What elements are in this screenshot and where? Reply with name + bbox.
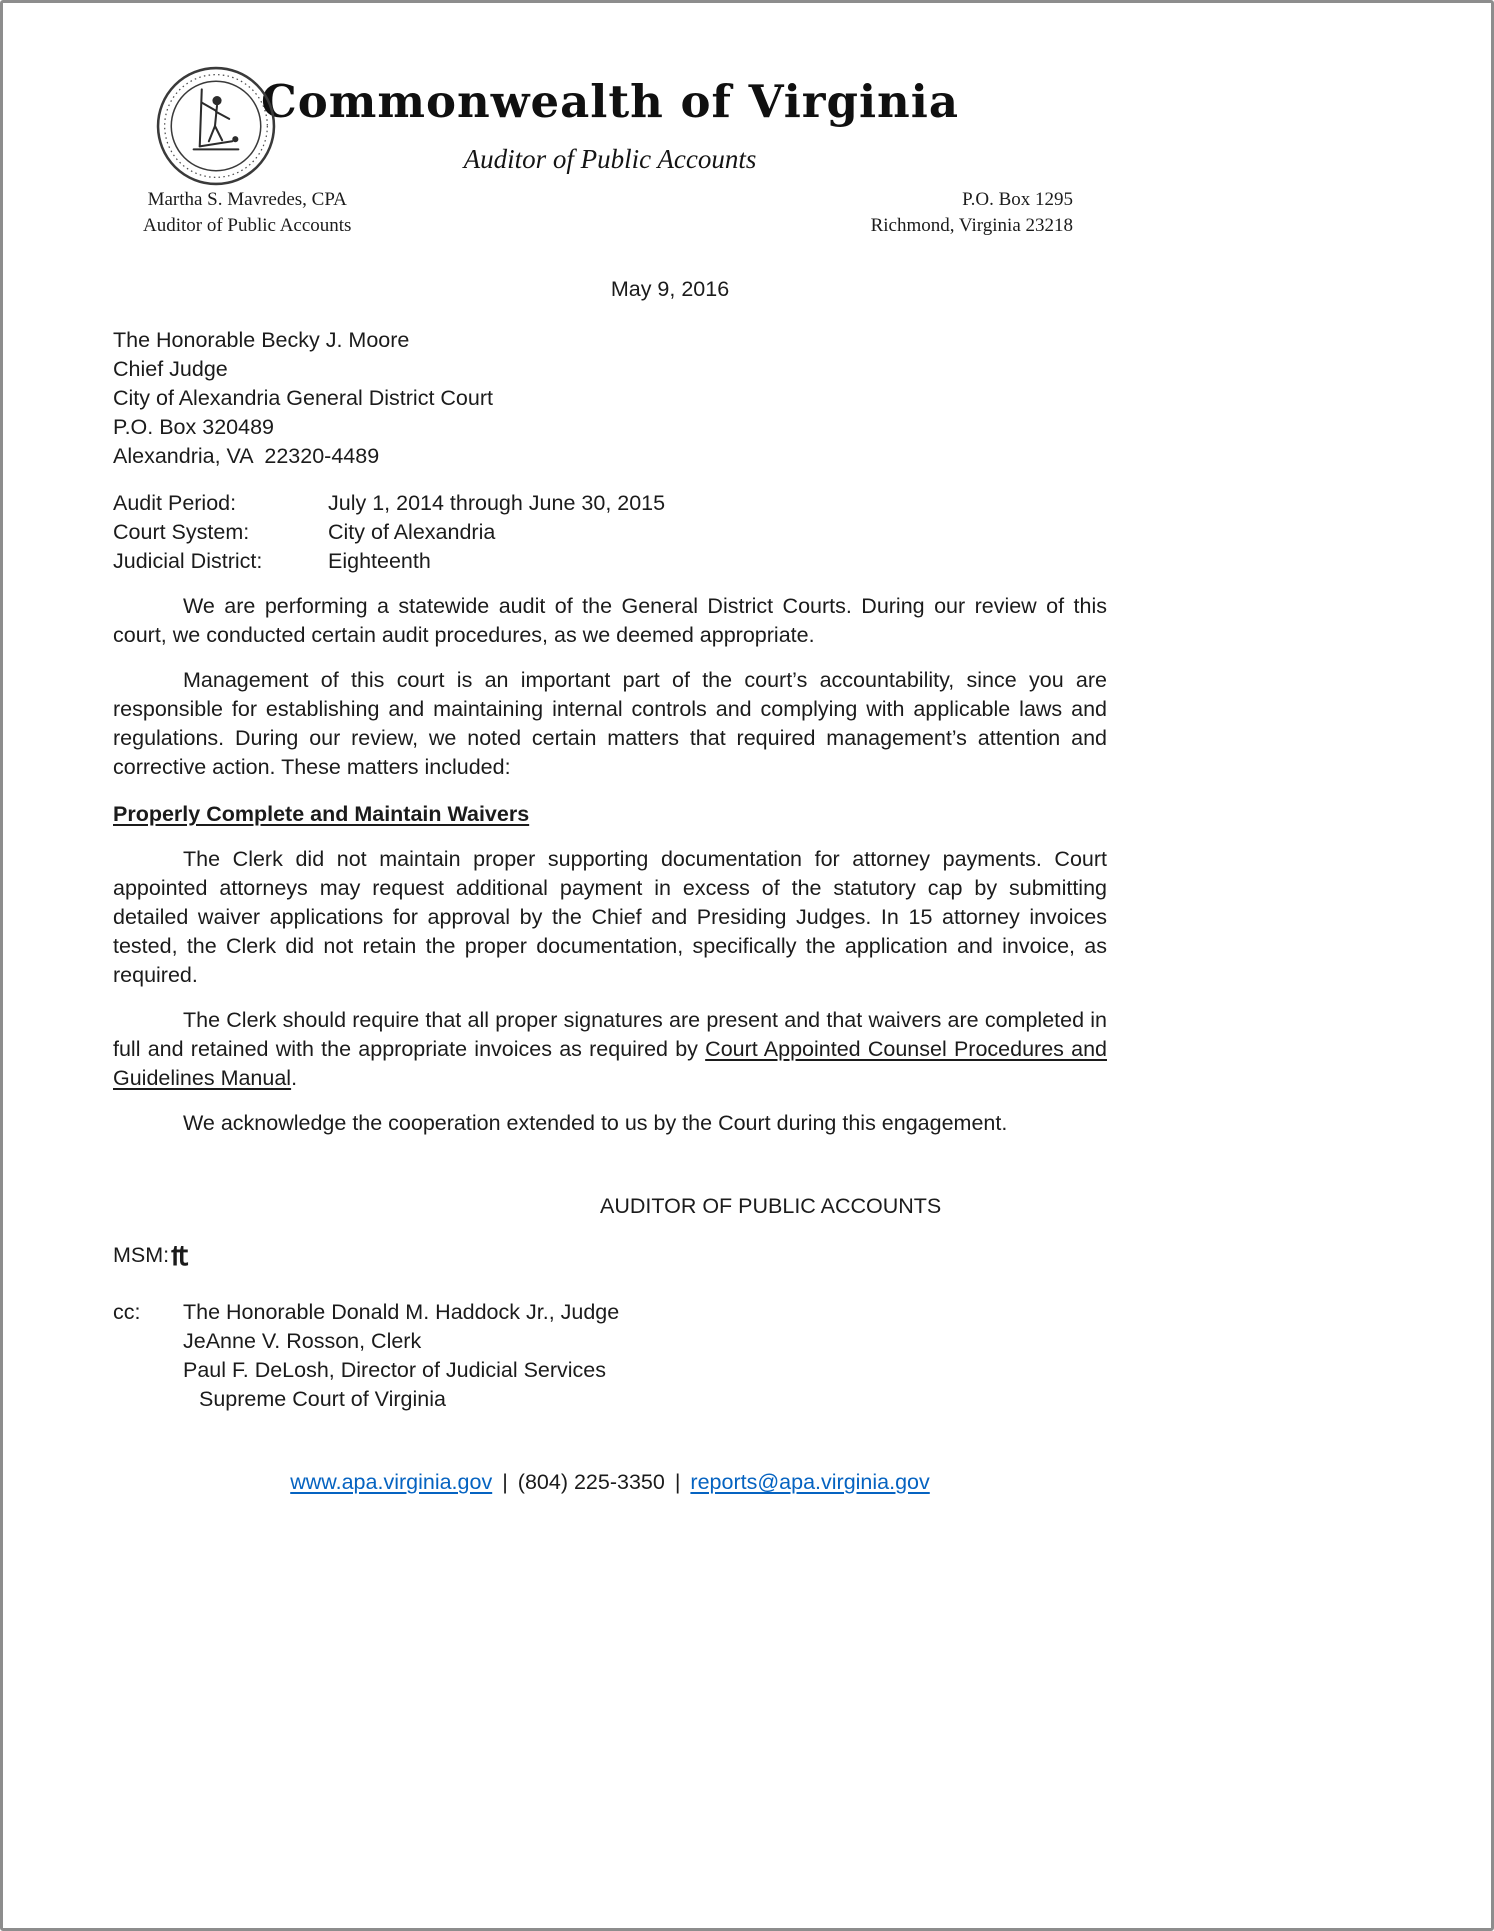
- court-system-row: [113, 518, 1107, 547]
- manual-reference: Court Appointed Counsel Procedures and Guidelines Manual: [113, 1037, 1107, 1090]
- footer-contact-line: [113, 1470, 1107, 1495]
- cc-name-judge: The Honorable Donald M. Haddock Jr., Judge: [183, 1300, 620, 1324]
- recipient-name: The Honorable Becky J. Moore: [113, 328, 410, 352]
- judicial-district-value: Eighteenth: [328, 549, 431, 573]
- cc-names-list: [183, 1298, 619, 1414]
- office-city-state-zip: Richmond, Virginia 23218: [870, 215, 1073, 236]
- letterhead-info-row: [113, 187, 1107, 239]
- official-title: Auditor of Public Accounts: [143, 215, 352, 236]
- phone-number: (804) 225-3350: [517, 1470, 665, 1494]
- cc-block: [113, 1298, 1107, 1414]
- recommendation-text: The Clerk should require that all proper signatures are present and that waivers are completed in full and retained with the appropriate invoices as required by: [113, 1008, 1107, 1061]
- org-title: Commonwealth of Virginia: [260, 75, 960, 128]
- cc-name-director: Paul F. DeLosh, Director of Judicial Services: [183, 1358, 607, 1382]
- footer-separator: |: [502, 1470, 508, 1494]
- signature-organization: AUDITOR OF PUBLIC ACCOUNTS: [600, 1194, 942, 1218]
- recipient-address-block: [113, 326, 1107, 471]
- judicial-district-row: [113, 547, 1107, 576]
- paragraph-acknowledgement: We acknowledge the cooperation extended to us by the Court during this engagement.: [183, 1111, 1008, 1135]
- paragraph-recommendation: [113, 1006, 1107, 1093]
- finding-heading: Properly Complete and Maintain Waivers: [113, 802, 530, 826]
- cc-name-supreme-court: Supreme Court of Virginia: [199, 1387, 446, 1411]
- email-link[interactable]: reports@apa.virginia.gov: [690, 1470, 930, 1494]
- audit-period-value: July 1, 2014 through June 30, 2015: [328, 491, 666, 515]
- typist-initials-mark: ₶: [171, 1239, 189, 1272]
- paragraph-management: Management of this court is an important part of the court’s accountability, since you are responsible for establishing and maintaining internal controls and complying with applicable laws and regulations. During our review, we noted certain matters that required management’s attention and corrective action. These matters included:: [113, 668, 1107, 779]
- auditor-signer-block: [143, 187, 351, 239]
- office-po-box: P.O. Box 1295: [962, 189, 1073, 210]
- recipient-court: City of Alexandria General District Court: [113, 386, 493, 410]
- cc-name-clerk: JeAnne V. Rosson, Clerk: [183, 1329, 422, 1353]
- recipient-city-state-zip: Alexandria, VA 22320-4489: [113, 444, 380, 468]
- paragraph-intro: We are performing a statewide audit of the General District Courts. During our review of this court, we conducted certain audit procedures, as we deemed appropriate.: [113, 594, 1107, 647]
- audit-info-block: [113, 489, 1107, 576]
- reference-initials-line: [113, 1241, 1107, 1270]
- cc-label: cc:: [113, 1300, 141, 1324]
- website-link[interactable]: www.apa.virginia.gov: [290, 1470, 493, 1494]
- initials-text: MSM:: [113, 1243, 170, 1267]
- court-system-value: City of Alexandria: [328, 520, 496, 544]
- paragraph-finding-detail: The Clerk did not maintain proper supporting documentation for attorney payments. Court appointed attorneys may request additional payment in excess of the statutory cap by submitting detailed waiver applications for approval by the Chief and Presiding Judges. In 15 attorney invoices tested, the Clerk did not retain the proper documentation, specifically the application and invoice, as required.: [113, 847, 1107, 987]
- judicial-district-label: Judicial District:: [113, 549, 263, 573]
- court-system-label: Court System:: [113, 520, 250, 544]
- letter-content: [113, 3, 1107, 1414]
- letterhead: [113, 3, 1107, 239]
- org-subtitle: Auditor of Public Accounts: [463, 144, 757, 174]
- office-address-block: [871, 187, 1073, 239]
- recipient-title: Chief Judge: [113, 357, 228, 381]
- audit-period-label: Audit Period:: [113, 491, 237, 515]
- audit-period-row: [113, 489, 1107, 518]
- recommendation-period: .: [291, 1066, 298, 1090]
- recipient-po-box: P.O. Box 320489: [113, 415, 274, 439]
- letter-date: May 9, 2016: [610, 277, 730, 301]
- official-name: Martha S. Mavredes, CPA: [147, 189, 347, 210]
- virginia-state-seal-icon: [155, 65, 277, 187]
- footer-separator: |: [674, 1470, 681, 1494]
